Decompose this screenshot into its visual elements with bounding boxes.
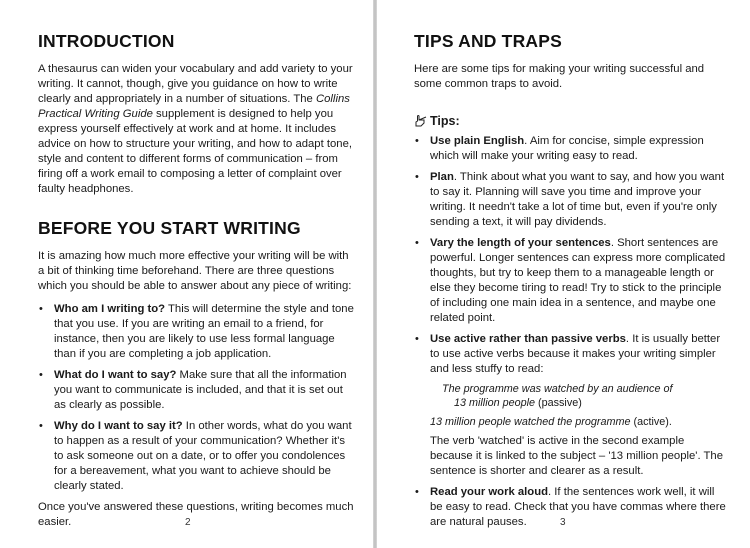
question-text: In other words, what do you want to happen as a result of your communication? Whether it's to ask someone out on a date, or to offer you condolences for a bereavement, what you want to achieve should be clearly stated. [54, 420, 352, 492]
bullet: • [415, 486, 419, 498]
tip-label: Use active rather than passive verbs [430, 333, 626, 345]
list-item [38, 302, 355, 362]
question-label: Why do I want to say it? [54, 420, 183, 432]
passive-example-line1: The programme was watched by an audience of [442, 383, 673, 395]
intro-text-part1: A thesaurus can widen your vocabulary and add variety to your writing. It cannot, though, give you guidance on how to write clearly and appropriately in a number of situations. The [38, 63, 353, 105]
list-item [38, 419, 355, 494]
tips-intro: Here are some tips for making your writing successful and some common traps to avoid. [414, 63, 705, 90]
left-page [0, 0, 373, 548]
tip-label: Read your work aloud [430, 486, 549, 498]
question-label: What do I want to say? [54, 369, 177, 381]
tips-list [414, 134, 728, 530]
list-item [414, 134, 728, 164]
tip-text: . If the sentences work well, it will be easy to read. Check that you have commas where there are natural pauses. [430, 486, 726, 528]
questions-list [38, 302, 355, 494]
passive-example-line2 [442, 396, 728, 410]
guide-title: Collins Practical Writing Guide [38, 93, 350, 120]
page-number: 3 [560, 517, 566, 528]
tip-text: . Short sentences are powerful. Longer sentences can express more complicated thoughts, but try to keep them to a manageable length or else they become tiring to read! Try to stick to the principle of including one main idea in a sentence, and maybe one related point. [430, 237, 726, 324]
passive-example [442, 382, 728, 410]
intro-text-part2: supplement is designed to help you express yourself effectively at work and at home. It includes advice on how to structure your writing, and how to adapt tone, style and content to different forms of communication – from firing off a work email to composing a letter of complaint over faulty headphones. [38, 108, 352, 195]
right-page [377, 0, 750, 548]
tip-text: . Think about what you want to say, and how you want to say it. Planning will save you time and improve your writing. It needn't take a lot of time but, even if you're only sending a text, it will pay dividends. [430, 171, 725, 228]
tip-text: . Aim for concise, simple expression which will make your writing easy to read. [430, 135, 704, 162]
passive-tag: (passive) [535, 397, 582, 409]
active-note: The verb 'watched' is active in the second example because it is linked to the subject – '13 million people'. The sentence is shorter and clearer as a result. [430, 435, 723, 477]
question-text: Make sure that all the information you want to communicate is included, and that it is set out as clearly as possible. [54, 369, 347, 411]
introduction-heading: INTRODUCTION [38, 31, 175, 51]
list-item [38, 368, 355, 413]
bullet: • [39, 420, 43, 432]
closing-paragraph: Once you've answered these questions, writing becomes much easier. [38, 501, 354, 528]
active-example [430, 415, 728, 429]
question-text: This will determine the style and tone that you use. If you are writing an email to a friend, for instance, then you are likely to use less formal language than if you are completing a job application. [54, 303, 354, 360]
list-item [414, 236, 728, 326]
tip-text: . It is usually better to use active verbs because it makes your writing simpler and less stuffy to read: [430, 333, 721, 375]
list-item [414, 170, 728, 230]
before-writing-intro: It is amazing how much more effective your writing will be with a bit of thinking time beforehand. There are three questions which you should be able to answer about any piece of writing: [38, 250, 352, 292]
page-number: 2 [185, 517, 191, 528]
before-writing-heading: BEFORE YOU START WRITING [38, 218, 301, 238]
passive-example-subject: 13 million people [454, 397, 536, 409]
tips-label: Tips: [430, 114, 460, 128]
question-label: Who am I writing to? [54, 303, 166, 315]
tips-header [414, 114, 728, 128]
tip-label: Plan [430, 171, 454, 183]
introduction-paragraph [38, 62, 355, 197]
bullet: • [39, 369, 43, 381]
active-example-text: 13 million people watched the programme [430, 416, 631, 428]
active-tag: (active). [630, 416, 672, 428]
list-item [414, 332, 728, 479]
bullet: • [415, 333, 419, 345]
bullet: • [39, 303, 43, 315]
bullet: • [415, 135, 419, 147]
pointing-hand-icon [414, 114, 428, 128]
bullet: • [415, 237, 419, 249]
tip-label: Vary the length of your sentences [430, 237, 611, 249]
tips-traps-heading: TIPS AND TRAPS [414, 31, 562, 51]
tip-label: Use plain English [430, 135, 525, 147]
bullet: • [415, 171, 419, 183]
list-item [414, 485, 728, 530]
